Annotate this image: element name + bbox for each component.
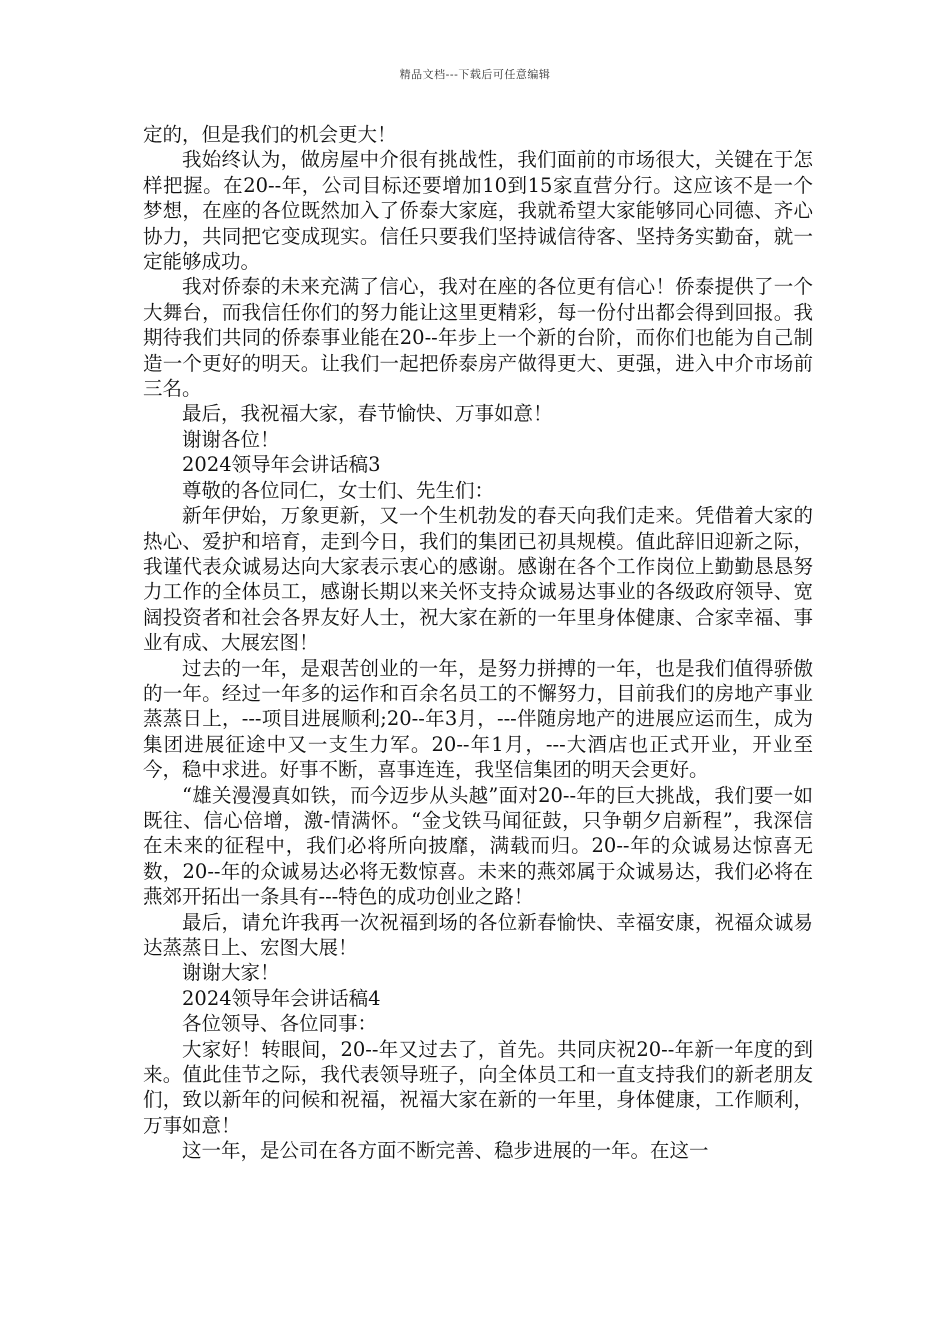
page-header: 精品文档---下载后可任意编辑 [399,68,551,81]
section-title: 2024领导年会讲话稿4 [182,986,381,1010]
paragraph: 我对侨泰的未来充满了信心，我对在座的各位更有信心！侨泰提供了一个大舞台，而我信任你们的努力能让这里更精彩，每一份付出都会得到回报。我期待我们共同的侨泰事业能在20--年步上一个新的台阶，而你们也能为自己制造一个更好的明天。让我们一起把侨泰房产做得更大、更强，进入中介市场前三名。 [143,275,813,401]
paragraph: 定的，但是我们的机会更大！ [143,123,397,146]
paragraph: “雄关漫漫真如铁，而今迈步从头越”面对20--年的巨大挑战，我们要一如既往、信心倍增，激-情满怀。“金戈铁马闻征鼓，只争朝夕启新程”，我深信在未来的征程中，我们必将所向披靡，满载而归。20--年的众诚易达惊喜无数，20--年的众诚易达必将无数惊喜。未来的燕郊属于众诚易达，我们必将在燕郊开拓出一条具有---特色的成功创业之路！ [143,783,813,909]
section-title: 2024领导年会讲话稿3 [182,453,381,477]
salutation: 各位领导、各位同事： [182,1012,378,1036]
paragraph: 最后，我祝福大家，春节愉快、万事如意！ [182,402,553,426]
paragraph: 谢谢大家！ [182,961,280,985]
paragraph: 谢谢各位！ [182,427,280,451]
paragraph: 新年伊始，万象更新，又一个生机勃发的春天向我们走来。凭借着大家的热心、爱护和培育，走到今日，我们的集团已初具规模。值此辞旧迎新之际，我谨代表众诚易达向大家表示衷心的感谢。感谢在各个工作岗位上勤勤恳恳努力工作的全体员工，感谢长期以来关怀支持众诚易达事业的各级政府领导、宽阔投资者和社会各界友好人士，祝大家在新的一年里身体健康、合家幸福、事业有成、大展宏图！ [143,504,813,655]
paragraph: 我始终认为，做房屋中介很有挑战性，我们面前的市场很大，关键在于怎样把握。在20--年，公司目标还要增加10到15家直营分行。这应该不是一个梦想，在座的各位既然加入了侨泰大家庭，我就希望大家能够同心同德、齐心协力，共同把它变成现实。信任只要我们坚持诚信待客、坚持务实勤奋，就一定能够成功。 [143,148,813,274]
paragraph: 这一年，是公司在各方面不断完善、稳步进展的一年。在这一 [182,1139,709,1163]
paragraph: 最后，请允许我再一次祝福到场的各位新春愉快、幸福安康，祝福众诚易达蒸蒸日上、宏图大展！ [143,910,813,959]
paragraph: 大家好！转眼间，20--年又过去了，首先。共同庆祝20--年新一年度的到来。值此佳节之际，我代表领导班子，向全体员工和一直支持我们的新老朋友们，致以新年的问候和祝福，祝福大家在新的一年里，身体健康，工作顺利，万事如意！ [143,1037,813,1137]
document-body [143,122,813,1164]
salutation: 尊敬的各位同仁，女士们、先生们： [182,478,495,502]
paragraph: 过去的一年，是艰苦创业的一年，是努力拼搏的一年，也是我们值得骄傲的一年。经过一年多的运作和百余名员工的不懈努力，目前我们的房地产事业蒸蒸日上，---项目进展顺利;20--年3月，---伴随房地产的进展应运而生，成为集团进展征途中又一支生力军。20--年1月，---大酒店也正式开业，开业至今，稳中求进。好事不断，喜事连连，我坚信集团的明天会更好。 [143,656,813,782]
